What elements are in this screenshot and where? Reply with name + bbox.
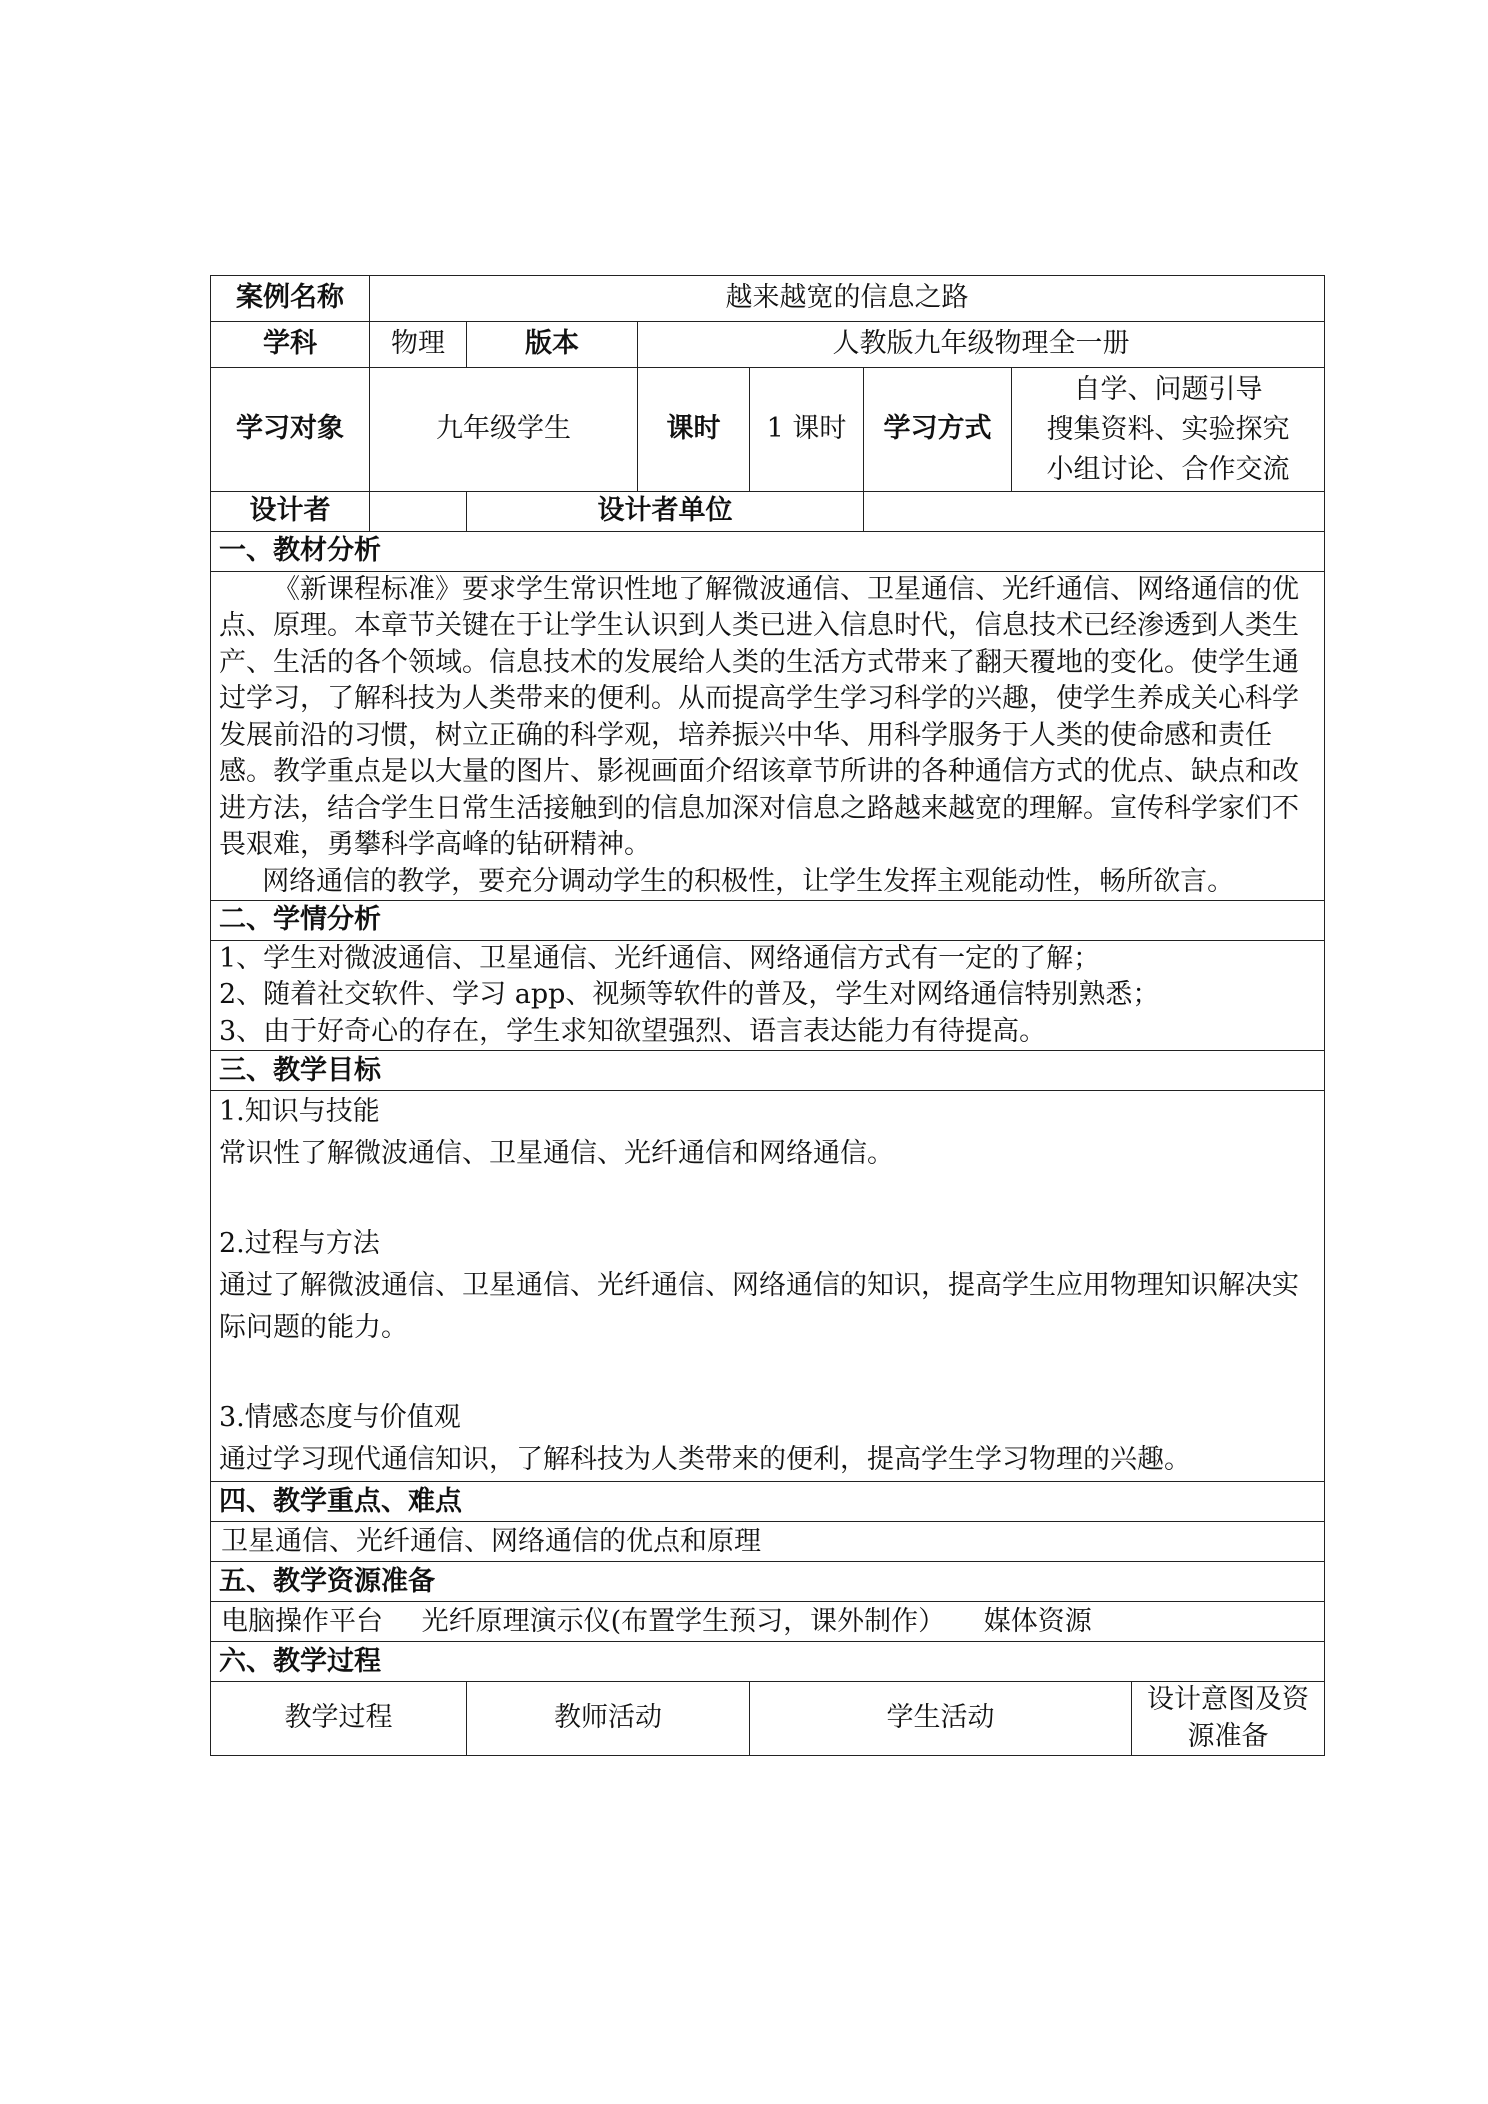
spacer (219, 1175, 1316, 1223)
goal-title: 2.过程与方法 (219, 1228, 380, 1260)
designer-value (370, 492, 467, 532)
resource-item: 电脑操作平台 (221, 1605, 383, 1637)
audience-value: 九年级学生 (370, 368, 638, 492)
audience-label: 学习对象 (211, 368, 370, 492)
list-item: 3、由于好奇心的存在，学生求知欲望强烈、语言表达能力有待提高。 (219, 1015, 1047, 1047)
section-title: 二、学情分析 (211, 900, 1325, 940)
unit-value (864, 492, 1325, 532)
period-value: 1 课时 (750, 368, 864, 492)
lesson-plan-table (210, 275, 1325, 1756)
goal-title: 3.情感态度与价值观 (219, 1402, 461, 1434)
section-2-header (211, 900, 1325, 940)
method-label: 学习方式 (864, 368, 1012, 492)
section-title: 四、教学重点、难点 (211, 1482, 1325, 1522)
list-item: 2、随着社交软件、学习 app、视频等软件的普及，学生对网络通信特别熟悉； (219, 979, 1160, 1011)
section-1-body (211, 572, 1325, 901)
section-4-header (211, 1482, 1325, 1522)
section-5-body (211, 1602, 1325, 1642)
case-name-value: 越来越宽的信息之路 (370, 276, 1325, 322)
section-title: 六、教学过程 (211, 1642, 1325, 1682)
edition-value: 人教版九年级物理全一册 (638, 322, 1325, 368)
method-item: 自学、问题引导 (1073, 373, 1263, 405)
spacer (219, 1349, 1316, 1397)
row-case-name (211, 276, 1325, 322)
section-4-body (211, 1522, 1325, 1562)
section-title: 三、教学目标 (211, 1051, 1325, 1091)
section-6-header (211, 1642, 1325, 1682)
subject-label: 学科 (211, 322, 370, 368)
row-subject (211, 322, 1325, 368)
column-header: 学生活动 (750, 1682, 1132, 1756)
key-points-text: 卫星通信、光纤通信、网络通信的优点和原理 (211, 1522, 1325, 1562)
section-2-body (211, 940, 1325, 1050)
designer-label: 设计者 (211, 492, 370, 532)
edition-label: 版本 (467, 322, 638, 368)
unit-label: 设计者单位 (467, 492, 864, 532)
goal-text: 通过学习现代通信知识，了解科技为人类带来的便利，提高学生学习物理的兴趣。 (219, 1444, 1191, 1476)
period-label: 课时 (638, 368, 750, 492)
paragraph: 网络通信的教学，要充分调动学生的积极性，让学生发挥主观能动性，畅所欲言。 (262, 865, 1235, 897)
process-header-row (211, 1682, 1325, 1756)
column-header: 设计意图及资源准备 (1132, 1682, 1325, 1756)
method-values (1012, 368, 1325, 492)
subject-value: 物理 (370, 322, 467, 368)
section-1-header (211, 532, 1325, 572)
list-item: 1、学生对微波通信、卫星通信、光纤通信、网络通信方式有一定的了解； (219, 942, 1101, 974)
section-title: 一、教材分析 (211, 532, 1325, 572)
method-item: 小组讨论、合作交流 (1046, 453, 1290, 485)
method-item: 搜集资料、实验探究 (1046, 413, 1290, 445)
column-header: 教学过程 (211, 1682, 467, 1756)
column-header: 教师活动 (467, 1682, 750, 1756)
section-5-header (211, 1562, 1325, 1602)
paragraph: 《新课程标准》要求学生常识性地了解微波通信、卫星通信、光纤通信、网络通信的优点、原理。本章节关键在于让学生认识到人类已进入信息时代，信息技术已经渗透到人类生产、生活的各个领域。信息技术的发展给人类的生活方式带来了翻天覆地的变化。使学生通过学习，了解科技为人类带来的便利。从而提高学生学习科学的兴趣，使学生养成关心科学发展前沿的习惯，树立正确的科学观，培养振兴中华、用科学服务于人类的使命感和责任感。教学重点是以大量的图片、影视画面介绍该章节所讲的各种通信方式的优点、缺点和改进方法，结合学生日常生活接触到的信息加深对信息之路越来越宽的理解。宣传科学家们不畏艰难，勇攀科学高峰的钻研精神。 (219, 574, 1299, 861)
goal-text: 通过了解微波通信、卫星通信、光纤通信、网络通信的知识，提高学生应用物理知识解决实际问题的能力。 (219, 1270, 1299, 1344)
row-designer (211, 492, 1325, 532)
goal-title: 1.知识与技能 (219, 1096, 380, 1128)
case-name-label: 案例名称 (211, 276, 370, 322)
section-title: 五、教学资源准备 (211, 1562, 1325, 1602)
section-3-body (211, 1091, 1325, 1482)
lesson-plan-page (210, 275, 1324, 1756)
resource-item: 光纤原理演示仪(布置学生预习，课外制作） (421, 1605, 946, 1637)
section-3-header (211, 1051, 1325, 1091)
row-audience (211, 368, 1325, 492)
goal-text: 常识性了解微波通信、卫星通信、光纤通信和网络通信。 (219, 1138, 894, 1170)
resource-item: 媒体资源 (983, 1605, 1092, 1637)
